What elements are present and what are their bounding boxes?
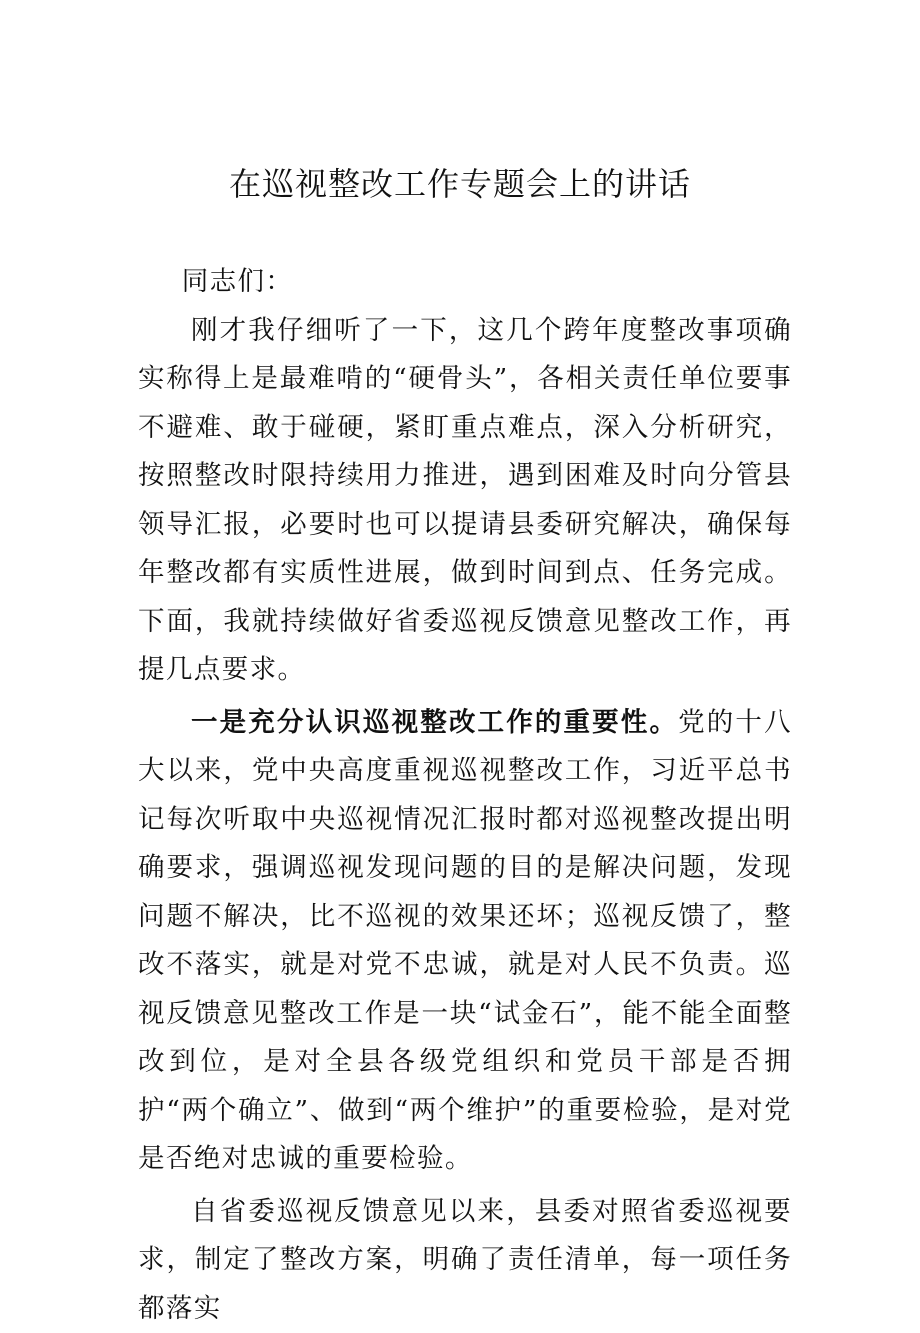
paragraph-2-lead: 一是充分认识巡视整改工作的重要性。 [191,707,678,738]
salutation: 同志们： [138,258,792,307]
document-title: 在巡视整改工作专题会上的讲话 [0,160,920,208]
document-body [138,258,792,1333]
paragraph-1: 刚才我仔细听了一下，这几个跨年度整改事项确实称得上是最难啃的“硬骨头”，各相关责任单位要事不避难、敢于碰硬，紧盯重点难点，深入分析研究，按照整改时限持续用力推进，遇到困难及时向分管县领导汇报，必要时也可以提请县委研究解决，确保每年整改都有实质性进展，做到时间到点、任务完成。下面，我就持续做好省委巡视反馈意见整改工作，再提几点要求。 [138,307,792,695]
paragraph-2 [138,699,792,1184]
paragraph-3: 自省委巡视反馈意见以来，县委对照省委巡视要求，制定了整改方案，明确了责任清单，每一项任务都落实 [138,1188,792,1333]
paragraph-2-body: 党的十八大以来，党中央高度重视巡视整改工作，习近平总书记每次听取中央巡视情况汇报时都对巡视整改提出明确要求，强调巡视发现问题的目的是解决问题，发现问题不解决，比不巡视的效果还坏；巡视反馈了，整改不落实，就是对党不忠诚，就是对人民不负责。巡视反馈意见整改工作是一块“试金石”，能不能全面整改到位，是对全县各级党组织和党员干部是否拥护“两个确立”、做到“两个维护”的重要检验，是对党是否绝对忠诚的重要检验。 [138,707,792,1175]
